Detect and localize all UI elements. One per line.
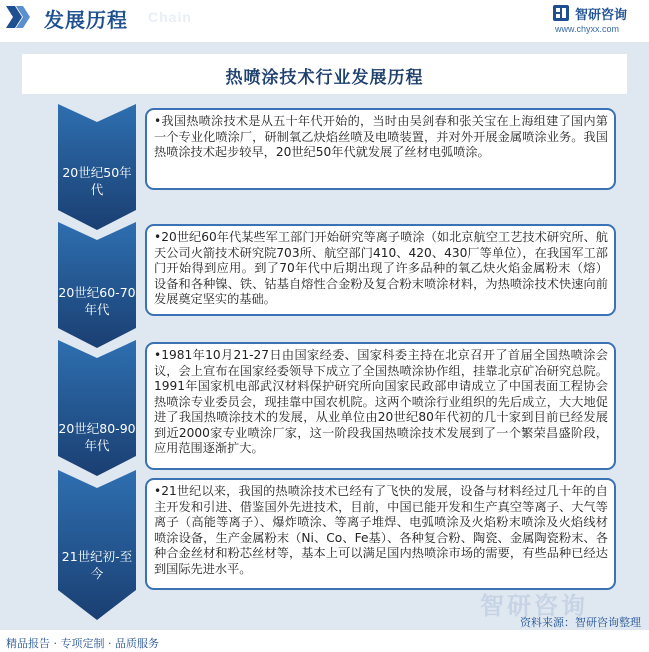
section-title-en: Chain	[148, 9, 192, 25]
timeline-chevron-1	[58, 104, 136, 230]
brand-url: www.chyxx.com	[555, 24, 620, 34]
brand-logo	[553, 2, 643, 36]
chevron-shape-3	[58, 340, 136, 476]
timeline-card-4	[145, 478, 616, 590]
timeline-chevron-2	[58, 222, 136, 348]
footer	[0, 616, 649, 652]
timeline-card-text-4: •21世纪以来，我国的热喷涂技术已经有了飞快的发展，设备与材料经过几十年的自主开发和引进、借鉴国外先进技术，目前，中国已能开发和生产真空等离子、大气等离子（高能等离子）、爆炸喷涂、等离子堆焊、电弧喷涂及火焰粉末喷涂及火焰线材喷涂设备，生产金属粉末（Ni、Co、Fe基）、各种复合粉、陶瓷、金属陶瓷粉末、各种合金丝材和粉芯丝材等，基本上可以满足国内热喷涂市场的需要，有些品种已经达到国际先进水平。	[154, 484, 608, 576]
timeline-era-3: 20世纪80-90年代	[58, 421, 136, 453]
timeline-era-4: 21世纪初-至今	[61, 549, 133, 581]
section-title: 发展历程	[44, 8, 128, 32]
timeline-card-text-3: •1981年10月21-27日由国家经委、国家科委主持在北京召开了首届全国热喷涂会议，会上宣布在国家经委领导下成立了全国热喷涂协作组，挂靠北京矿冶研究总院。1991年国家机电部武汉材料保护研究所向国家民政部申请成立了中国表面工程协会热喷涂专业委员会，现挂靠中国农机院。这两个喷涂行业组织的先后成立，大大地促进了我国热喷涂技术的发展，从业单位由20世纪80年代初的几十家到目前已经发展到近2000家专业喷涂厂家，这一阶段我国热喷涂技术发展到了一个繁荣昌盛阶段，应用范围逐渐扩大。	[154, 348, 608, 455]
brand-icon	[553, 5, 569, 21]
footer-slogan: 精品报告 · 专项定制 · 品质服务	[6, 637, 159, 650]
brand-name: 智研咨询	[575, 8, 628, 23]
timeline-chevron-3	[58, 340, 136, 476]
timeline-era-2: 20世纪60-70年代	[58, 285, 136, 317]
header	[0, 0, 649, 42]
double-chevron-logo-icon	[6, 6, 32, 28]
timeline-chevron-4	[58, 470, 136, 620]
timeline-card-text-2: •20世纪60年代某些军工部门开始研究等离子喷涂（如北京航空工艺技术研究所、航天公司火箭技术研究院703所、航空部门410、420、430厂等单位），在我国军工部门开始得到应用。到了70年代中后期出现了许多品种的氧乙炔火焰金属粉末（熔）设备和各种镍、铁、钴基自熔性合金粉及复合粉末喷涂材料，为热喷涂技术快速向前发展奠定坚实的基础。	[154, 230, 608, 306]
timeline-era-1: 20世纪50年代	[62, 165, 132, 197]
page-title: 热喷涂技术行业发展历程	[225, 68, 424, 88]
source-note: 资料来源：智研咨询整理	[520, 616, 641, 629]
chevron-shape-4	[58, 470, 136, 620]
watermark: 智研咨询	[480, 592, 588, 620]
timeline-card-1	[145, 108, 616, 190]
page-title-box	[22, 54, 627, 94]
timeline-card-2	[145, 224, 616, 316]
timeline-card-text-1: •我国热喷涂技术是从五十年代开始的，当时由吴剑春和张关宝在上海组建了国内第一个专业化喷涂厂，研制氧乙炔焰丝喷及电喷装置，并对外开展金属喷涂业务。我国热喷涂技术起步较早，20世纪50年代就发展了丝材电弧喷涂。	[154, 114, 608, 159]
timeline-card-3	[145, 342, 616, 470]
